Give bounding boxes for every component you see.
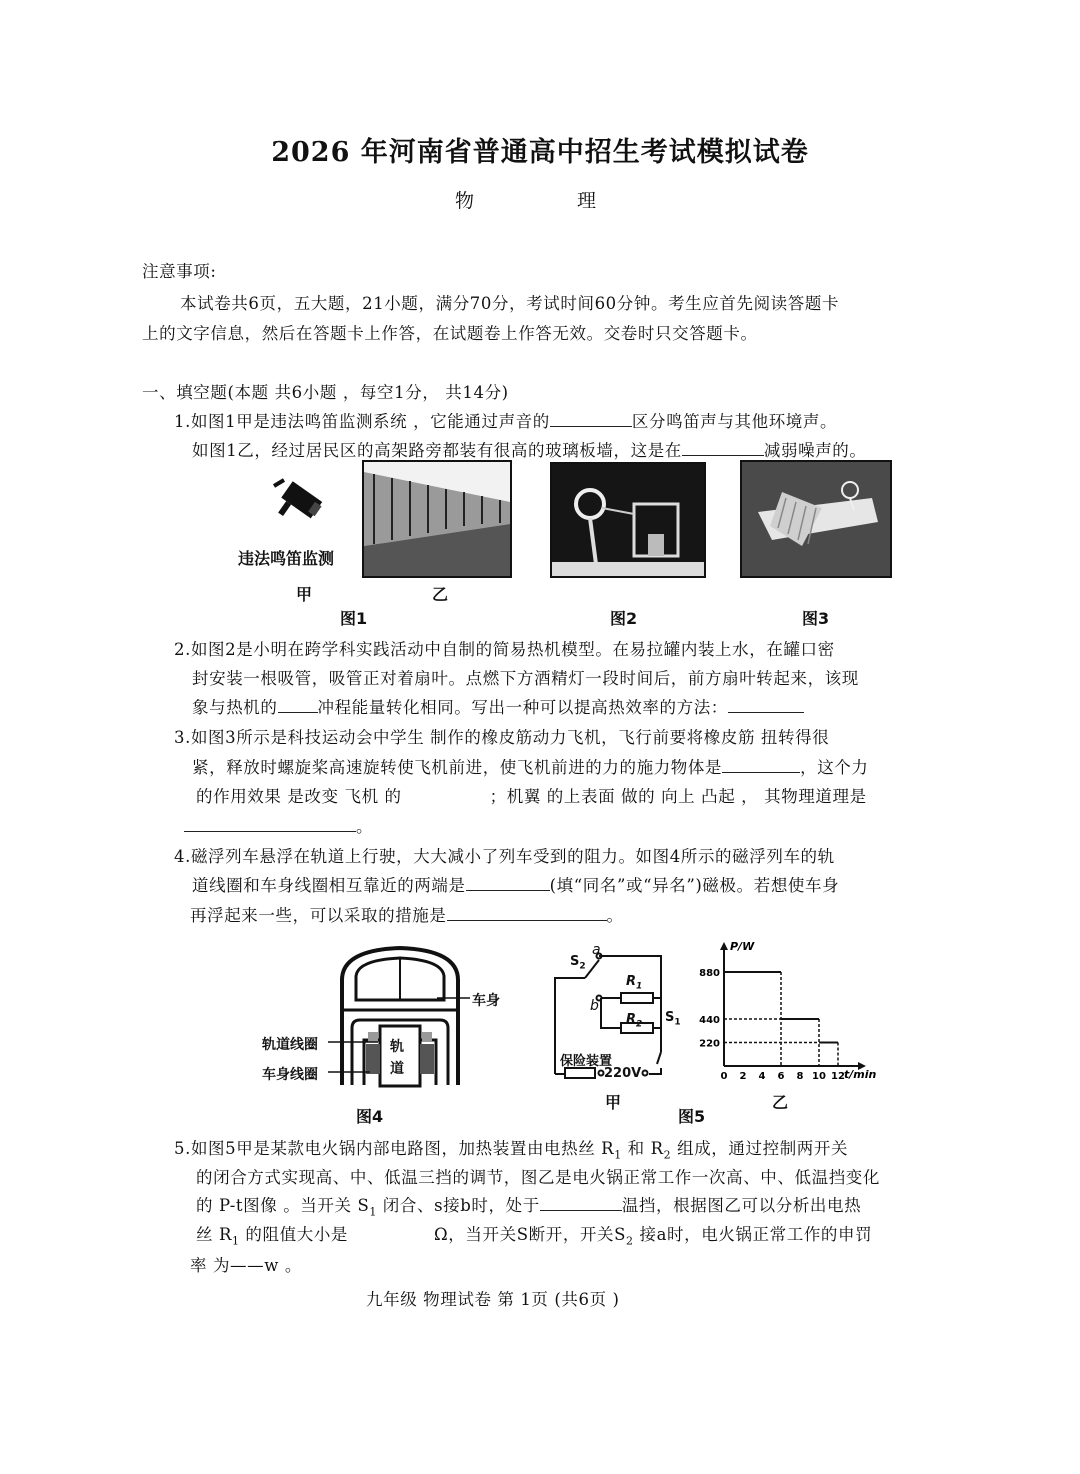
q5-text-f: 温挡，根据图乙可以分析出电热 <box>621 1196 862 1215</box>
q3-text-a: 紧，释放时螺旋桨高速旋转使飞机前进，使飞机前进的力的施力物体是 <box>192 758 723 777</box>
y-axis-arrow <box>720 942 728 950</box>
terminal-b-label: b <box>590 998 599 1014</box>
question-4-line-3 <box>190 906 624 926</box>
question-5-line-4 <box>196 1225 872 1251</box>
x-tick-label: 4 <box>758 1071 766 1082</box>
figure-1-caption: 图1 <box>340 609 368 628</box>
page-footer: 九年级 物理试卷 第 1页 (共6页 ) <box>366 1290 620 1309</box>
terminal-a-label: a <box>592 942 601 958</box>
question-5-line-1 <box>174 1139 848 1165</box>
question-1-line-2 <box>192 441 867 461</box>
answer-blank <box>278 698 318 713</box>
q1-text-c: 如图1乙，经过居民区的高架路旁都装有很高的玻璃板墙，这是在 <box>192 441 682 460</box>
subscript: 1 <box>614 1148 622 1162</box>
camera-icon <box>266 478 326 538</box>
answer-blank <box>550 412 632 427</box>
subscript: 2 <box>663 1148 672 1162</box>
monitor-label: 违法鸣笛监测 <box>238 549 335 568</box>
y-tick-label: 880 <box>699 968 720 980</box>
question-3-line-4 <box>184 817 373 837</box>
x-tick-label: 0 <box>720 1071 728 1082</box>
subject-char-1: 物 <box>455 190 475 212</box>
switch-s1-label: $S_1$ <box>665 1010 681 1028</box>
q5-text-a: 5.如图5甲是某款电火锅内部电路图，加热装置由电热丝 R <box>174 1139 615 1158</box>
x-tick-label: 10 <box>812 1071 826 1082</box>
q4-text-b: (填“同名”或“异名”)磁极。若想使车身 <box>549 876 840 895</box>
question-5-line-3 <box>196 1196 861 1222</box>
question-3-line-2 <box>192 758 869 778</box>
resistor-r2-label: $R_2$ <box>626 1012 643 1030</box>
subscript: 1 <box>231 1234 240 1248</box>
q1-text-b: 区分鸣笛声与其他环境声。 <box>631 412 838 431</box>
question-4-line-1: 4.磁浮列车悬浮在轨道上行驶，大大减小了列车受到的阻力。如图4所示的磁浮列车的轨 <box>174 847 835 866</box>
fuse-device-label: 保险装置 <box>560 1054 613 1069</box>
q4-text-c: 再浮起来一些，可以采取的措施是 <box>190 906 447 925</box>
q1-text-a: 1.如图1甲是违法鸣笛监测系统 ，它能通过声音的 <box>174 412 550 431</box>
body-label: 车身 <box>472 993 500 1009</box>
q5-text-g: 丝 R <box>196 1225 232 1244</box>
y-tick-label: 220 <box>699 1038 720 1050</box>
answer-blank <box>682 441 764 456</box>
figure-5-jia-label: 甲 <box>605 1093 622 1112</box>
answer-blank <box>466 876 550 891</box>
notice-line-1: 本试卷共6页，五大题，21小题，满分70分，考试时间60分钟。考生应首先阅读答题卡 <box>180 294 840 313</box>
figure-5-pt-chart <box>690 936 890 1086</box>
figure-5-caption: 图5 <box>678 1107 706 1126</box>
q5-text-b: 和 R <box>621 1139 664 1158</box>
answer-blank <box>184 817 356 832</box>
question-2-line-2: 封安装一根吸管，吸管正对着扇叶。点燃下方酒精灯一段时间后，前方扇叶转起来，该现 <box>192 669 859 688</box>
q5-text-j: 接a时，电火锅正常工作的申罚 <box>633 1225 873 1244</box>
track-label-b: 道 <box>390 1061 404 1077</box>
answer-blank <box>447 906 607 921</box>
figure-1-highway-photo <box>362 460 512 578</box>
question-2-line-1: 2.如图2是小明在跨学科实践活动中自制的简易热机模型。在易拉罐内装上水，在罐口密 <box>174 640 835 659</box>
switch-s2-label: $S_2$ <box>570 954 586 972</box>
notice-heading: 注意事项: <box>142 262 217 281</box>
q3-text-e: 。 <box>356 817 374 836</box>
q5-text-c: 组成，通过控制两开关 <box>671 1139 849 1158</box>
x-tick-label: 6 <box>777 1071 785 1082</box>
resistor-r1-label: $R_1$ <box>626 974 643 992</box>
subscript: 2 <box>626 1234 634 1248</box>
figure-5-yi-label: 乙 <box>772 1093 789 1112</box>
q4-text-d: 。 <box>606 906 624 925</box>
fig1-jia-label: 甲 <box>296 585 313 604</box>
x-tick-label: 12 <box>831 1071 845 1082</box>
question-2-line-3 <box>192 698 804 718</box>
subject-char-2: 理 <box>577 190 597 212</box>
answer-blank <box>540 1196 622 1211</box>
question-4-line-2 <box>192 876 839 896</box>
body-coil-label: 车身线圈 <box>262 1067 318 1083</box>
q3-text-b: ，这个力 <box>800 758 869 777</box>
exam-title: 2026 年河南省普通高中招生考试模拟试卷 <box>271 137 809 168</box>
answer-blank <box>722 758 800 773</box>
track-coil-label: 轨道线圈 <box>262 1037 318 1053</box>
figure-3-plane-photo <box>740 460 892 578</box>
q1-text-d: 减弱噪声的。 <box>763 441 867 460</box>
q5-text-i: Ω，当开关S断开，开关S <box>434 1225 627 1244</box>
x-tick-label: 2 <box>739 1071 747 1082</box>
q5-text-d: 的 P-t图像 。当开关 S <box>196 1196 370 1215</box>
figure-2-caption: 图2 <box>610 609 638 628</box>
answer-blank <box>728 698 804 713</box>
y-axis-label: P/W <box>730 940 755 953</box>
subscript: 1 <box>369 1205 377 1219</box>
section-heading: 一、填空题(本题 共6小题 ，每空1分， 共14分) <box>142 383 509 402</box>
voltage-label: 220V <box>604 1066 642 1081</box>
q3-text-d: ；机翼 的上表面 做的 向上 凸起 ， 其物理道理是 <box>489 787 867 806</box>
question-1-line-1 <box>174 412 837 432</box>
question-5-line-2: 的闭合方式实现高、中、低温三挡的调节，图乙是电火锅正常工作一次高、中、低温挡变化 <box>196 1168 880 1187</box>
y-tick-label: 440 <box>699 1015 720 1027</box>
track-label-a: 轨 <box>390 1039 404 1055</box>
q4-text-a: 道线圈和车身线圈相互靠近的两端是 <box>192 876 466 895</box>
q2-text-c: 能量转化相同。写出一种可以提高热效率的方法： <box>351 698 728 717</box>
fig1-yi-label: 乙 <box>432 585 449 604</box>
q2-text-a: 象与热机的 <box>192 698 278 717</box>
figure-2-heat-engine-photo <box>550 462 706 578</box>
q5-text-e: 闭合、s接b时，处于 <box>376 1196 540 1215</box>
x-tick-label: 8 <box>796 1071 804 1082</box>
notice-line-2: 上的文字信息，然后在答题卡上作答，在试题卷上作答无效。交卷时只交答题卡。 <box>142 324 758 343</box>
figure-4-caption: 图4 <box>356 1107 384 1126</box>
q2-text-b: 冲程 <box>317 698 352 717</box>
question-3-line-1: 3.如图3所示是科技运动会中学生 制作的橡皮筋动力飞机，飞行前要将橡皮筋 扭转得很 <box>174 728 830 747</box>
q5-text-h: 的阻值大小是 <box>239 1225 349 1244</box>
figure-3-caption: 图3 <box>802 609 830 628</box>
question-5-line-5: 率 为——w 。 <box>190 1256 302 1275</box>
x-axis-label: t/min <box>844 1068 877 1081</box>
q3-text-c: 的作用效果 是改变 飞机 的 <box>196 787 402 806</box>
question-3-line-3 <box>196 787 867 807</box>
